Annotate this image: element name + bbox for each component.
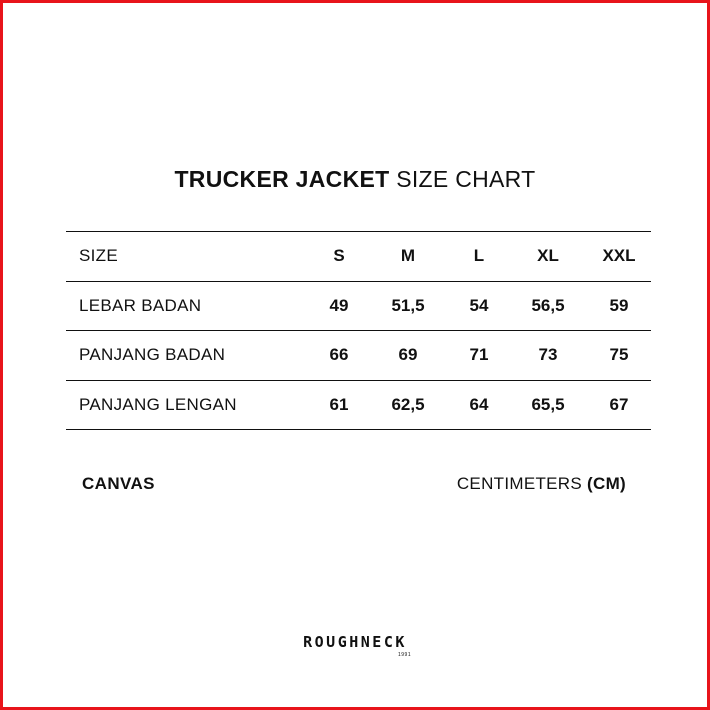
unit-abbr: (CM): [587, 474, 626, 493]
logo-wordmark: ROUGHNECK: [303, 633, 407, 651]
header-size: S: [333, 246, 345, 265]
table-cell: 65,5: [531, 394, 565, 414]
table-cell: 49: [329, 295, 349, 315]
table-cell: 54: [469, 295, 489, 315]
table-cell: 59: [609, 295, 629, 315]
row-label: PANJANG BADAN: [79, 345, 226, 364]
table-header-row: [66, 232, 651, 282]
brand-logo: [3, 633, 707, 658]
size-table: [66, 231, 651, 430]
unit-text: CENTIMETERS: [456, 474, 582, 493]
table-cell: 69: [398, 345, 418, 364]
table-row: [66, 282, 651, 332]
title-product: TRUCKER JACKET: [174, 166, 390, 192]
table-cell: 62,5: [391, 394, 425, 414]
table-cell: 66: [329, 345, 349, 364]
table-cell: 64: [469, 394, 489, 414]
title-suffix: SIZE CHART: [396, 166, 536, 192]
table-row: [66, 381, 651, 431]
row-label: PANJANG LENGAN: [79, 394, 237, 414]
unit-label: [457, 474, 626, 494]
header-size: M: [400, 246, 416, 265]
table-cell: 61: [329, 394, 349, 414]
row-label: LEBAR BADAN: [79, 295, 202, 315]
table-cell: 67: [609, 394, 629, 414]
header-size: XXL: [602, 246, 636, 265]
table-cell: 51,5: [391, 295, 425, 315]
material-label: CANVAS: [82, 474, 155, 493]
header-size: XL: [537, 246, 559, 265]
table-cell: 75: [609, 345, 629, 364]
header-size: L: [473, 246, 485, 265]
table-cell: 56,5: [531, 295, 565, 315]
header-label: SIZE: [79, 246, 118, 265]
table-row: [66, 331, 651, 381]
table-cell: 71: [469, 345, 489, 364]
logo-year: 1991: [398, 652, 412, 658]
table-cell: 73: [538, 345, 558, 364]
chart-title: [3, 166, 707, 193]
